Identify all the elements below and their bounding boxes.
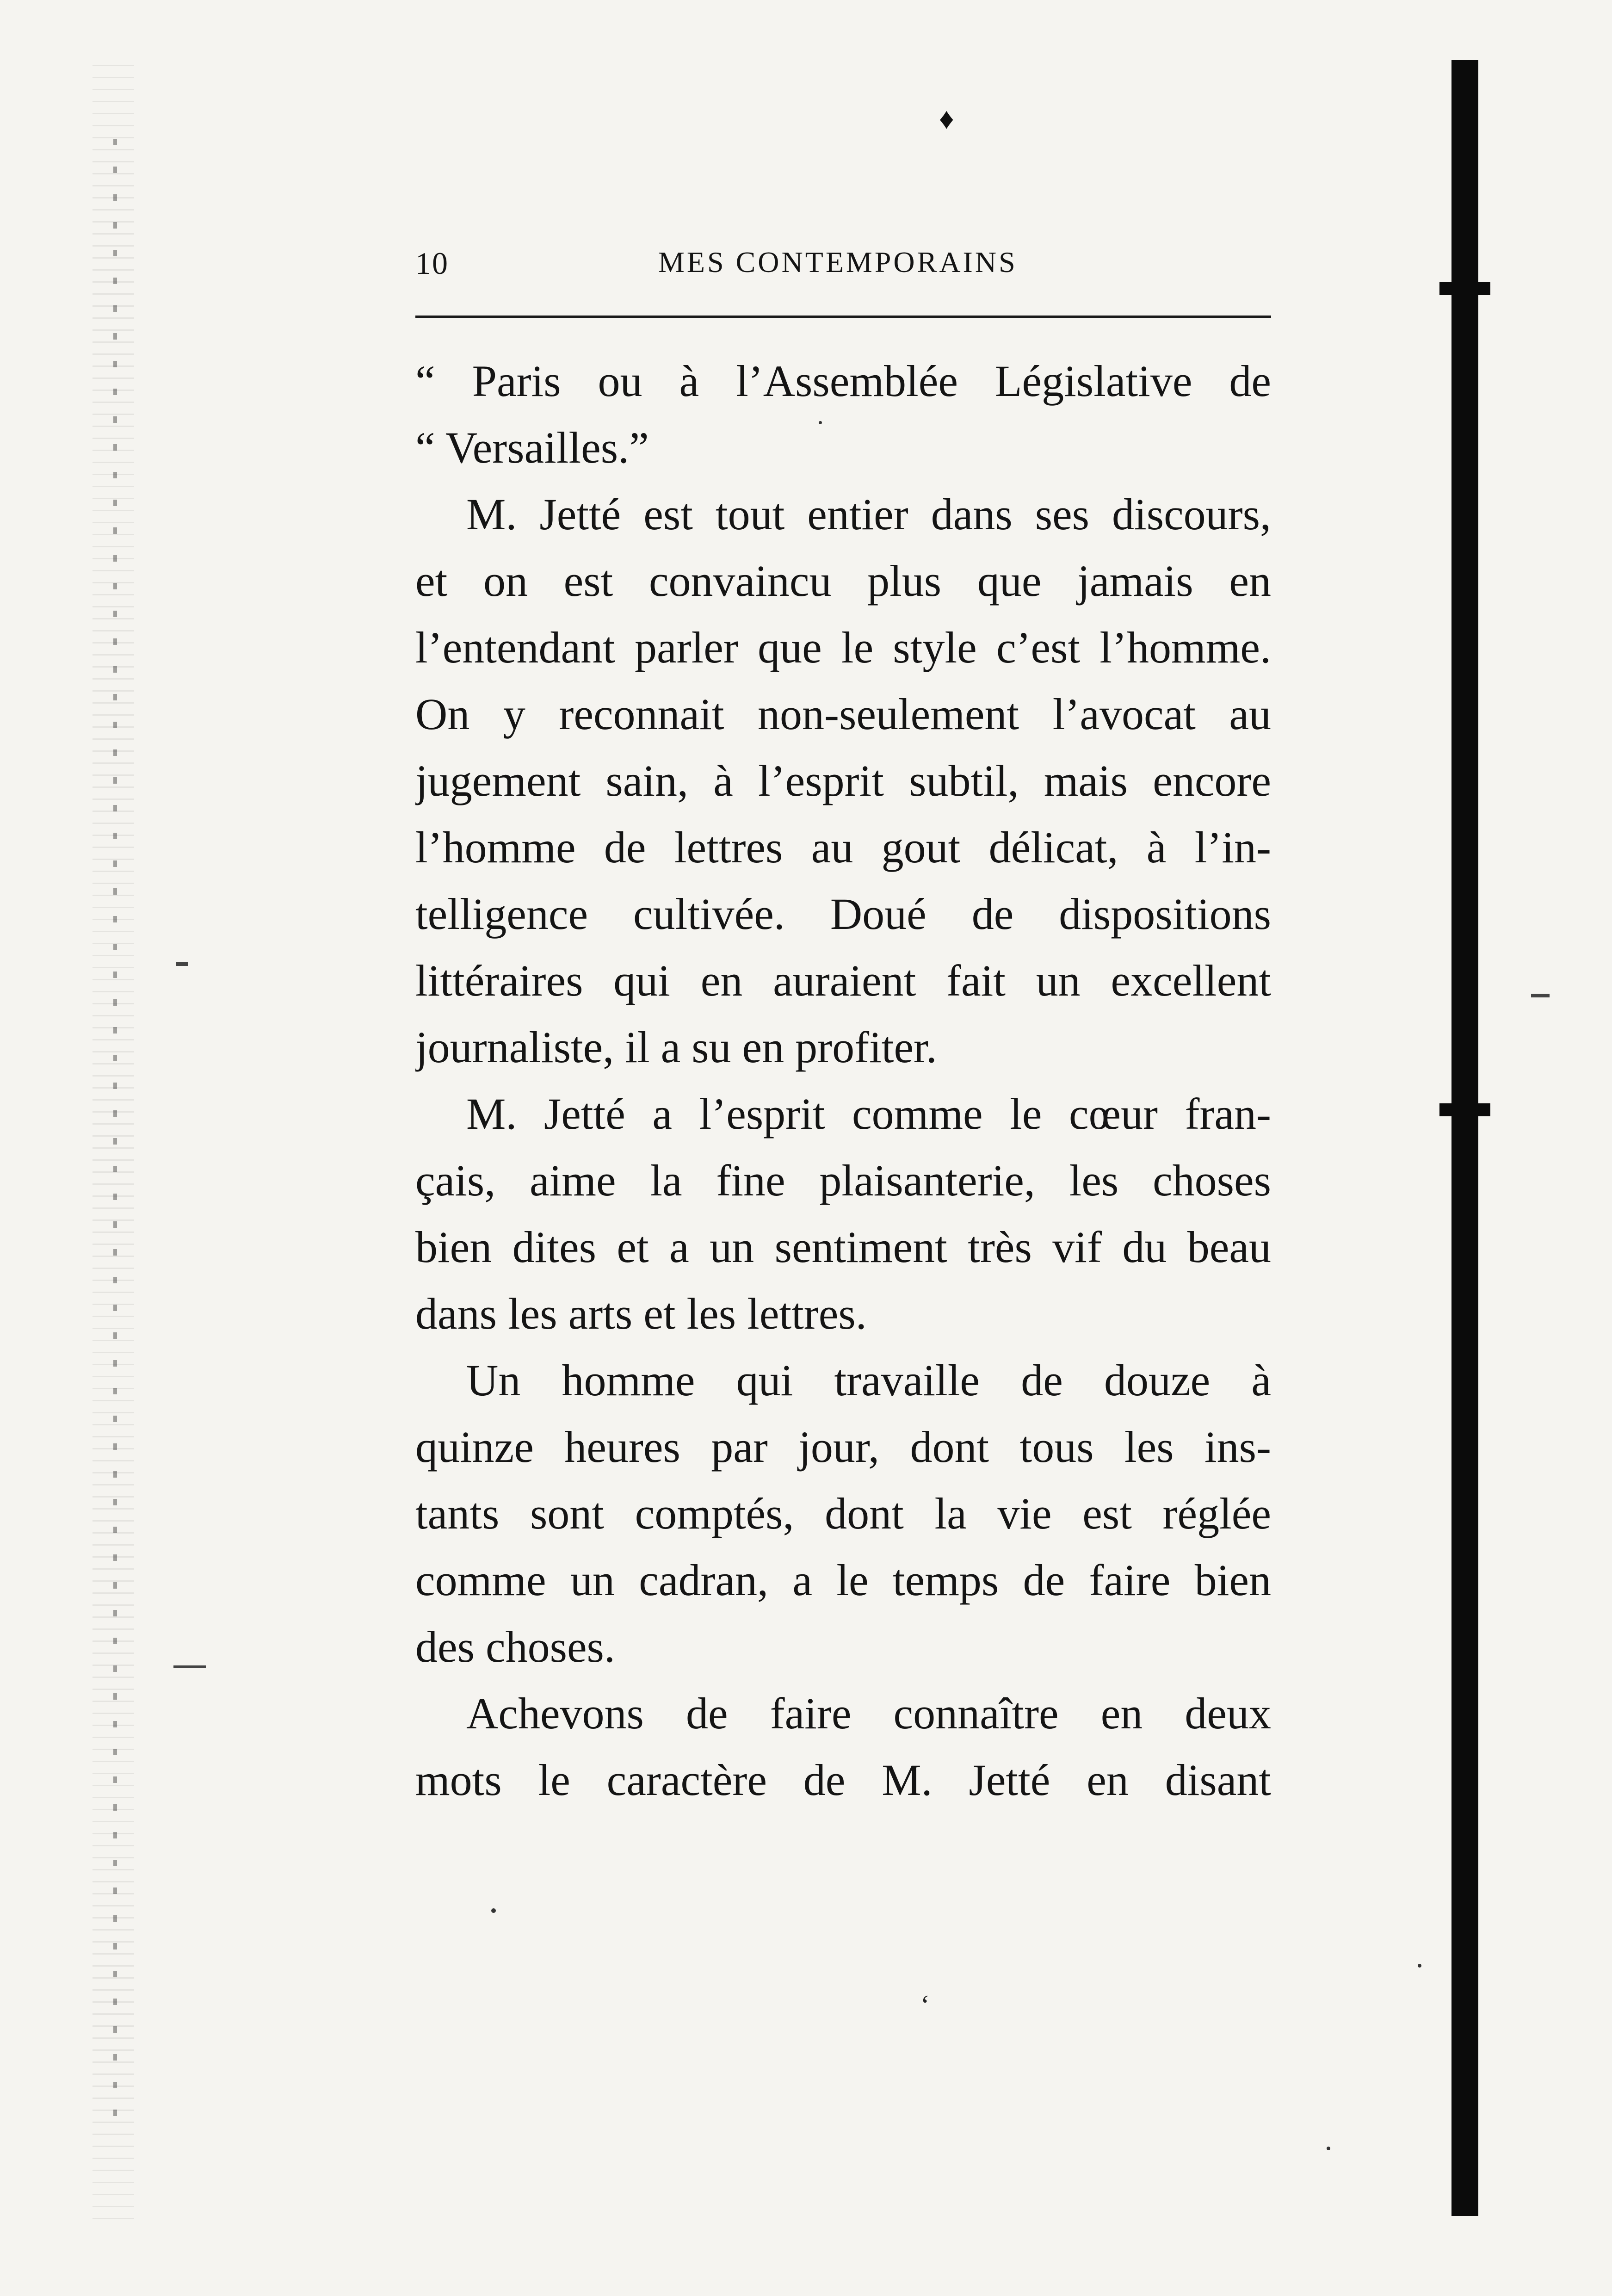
text-line: journaliste, il a su en profiter. <box>415 1022 937 1072</box>
binding-notch-top <box>1439 282 1490 295</box>
page-number: 10 <box>415 246 449 281</box>
text-line: Achevons de faire connaître en deux <box>466 1689 1271 1738</box>
body-text <box>415 348 1271 1813</box>
text-line: M. Jetté est tout entier dans ses discours, <box>466 489 1271 539</box>
scan-mark <box>1531 994 1550 997</box>
running-header <box>415 245 1271 287</box>
text-line: littéraires qui en auraient fait un excellent <box>415 956 1271 1005</box>
binding-bar <box>1451 60 1478 2216</box>
scan-mark <box>173 1665 206 1668</box>
text-line: l’entendant parler que le style c’est l’homme. <box>415 623 1271 672</box>
header-rule <box>415 316 1271 318</box>
text-line: tants sont comptés, dont la vie est réglée <box>415 1489 1271 1538</box>
ink-mark-bottom: ‘ <box>920 1990 930 2020</box>
scan-mark <box>176 962 188 966</box>
text-line: et on est convaincu plus que jamais en <box>415 556 1271 606</box>
text-line: “ Versailles.” <box>415 423 649 472</box>
scan-speck <box>491 1908 496 1913</box>
text-line: “ Paris ou à l’Assemblée Législative de <box>415 356 1271 406</box>
text-line: M. Jetté a l’esprit comme le cœur fran- <box>466 1089 1271 1139</box>
text-line: bien dites et a un sentiment très vif du beau <box>415 1222 1271 1272</box>
text-line: dans les arts et les lettres. <box>415 1289 867 1338</box>
ink-blot-top: ♦ <box>939 102 954 135</box>
scan-left-edge-streak <box>113 139 117 2128</box>
text-line: des choses. <box>415 1622 615 1671</box>
running-title: MES CONTEMPORAINS <box>658 246 1018 278</box>
text-line: Un homme qui travaille de douze à <box>466 1355 1271 1405</box>
text-line: quinze heures par jour, dont tous les ins- <box>415 1422 1271 1472</box>
text-line: comme un cadran, a le temps de faire bien <box>415 1555 1271 1605</box>
text-line: çais, aime la fine plaisanterie, les choses <box>415 1156 1271 1205</box>
scan-speck <box>1418 1964 1421 1968</box>
text-line: telligence cultivée. Doué de dispositions <box>415 889 1271 939</box>
text-line: jugement sain, à l’esprit subtil, mais encore <box>415 756 1271 805</box>
text-line: l’homme de lettres au gout délicat, à l’in- <box>415 823 1271 872</box>
text-line: mots le caractère de M. Jetté en disant <box>415 1755 1271 1805</box>
binding-notch-middle <box>1439 1103 1490 1116</box>
scan-speck <box>1327 2147 1330 2150</box>
text-line: On y reconnait non-seulement l’avocat au <box>415 689 1271 739</box>
